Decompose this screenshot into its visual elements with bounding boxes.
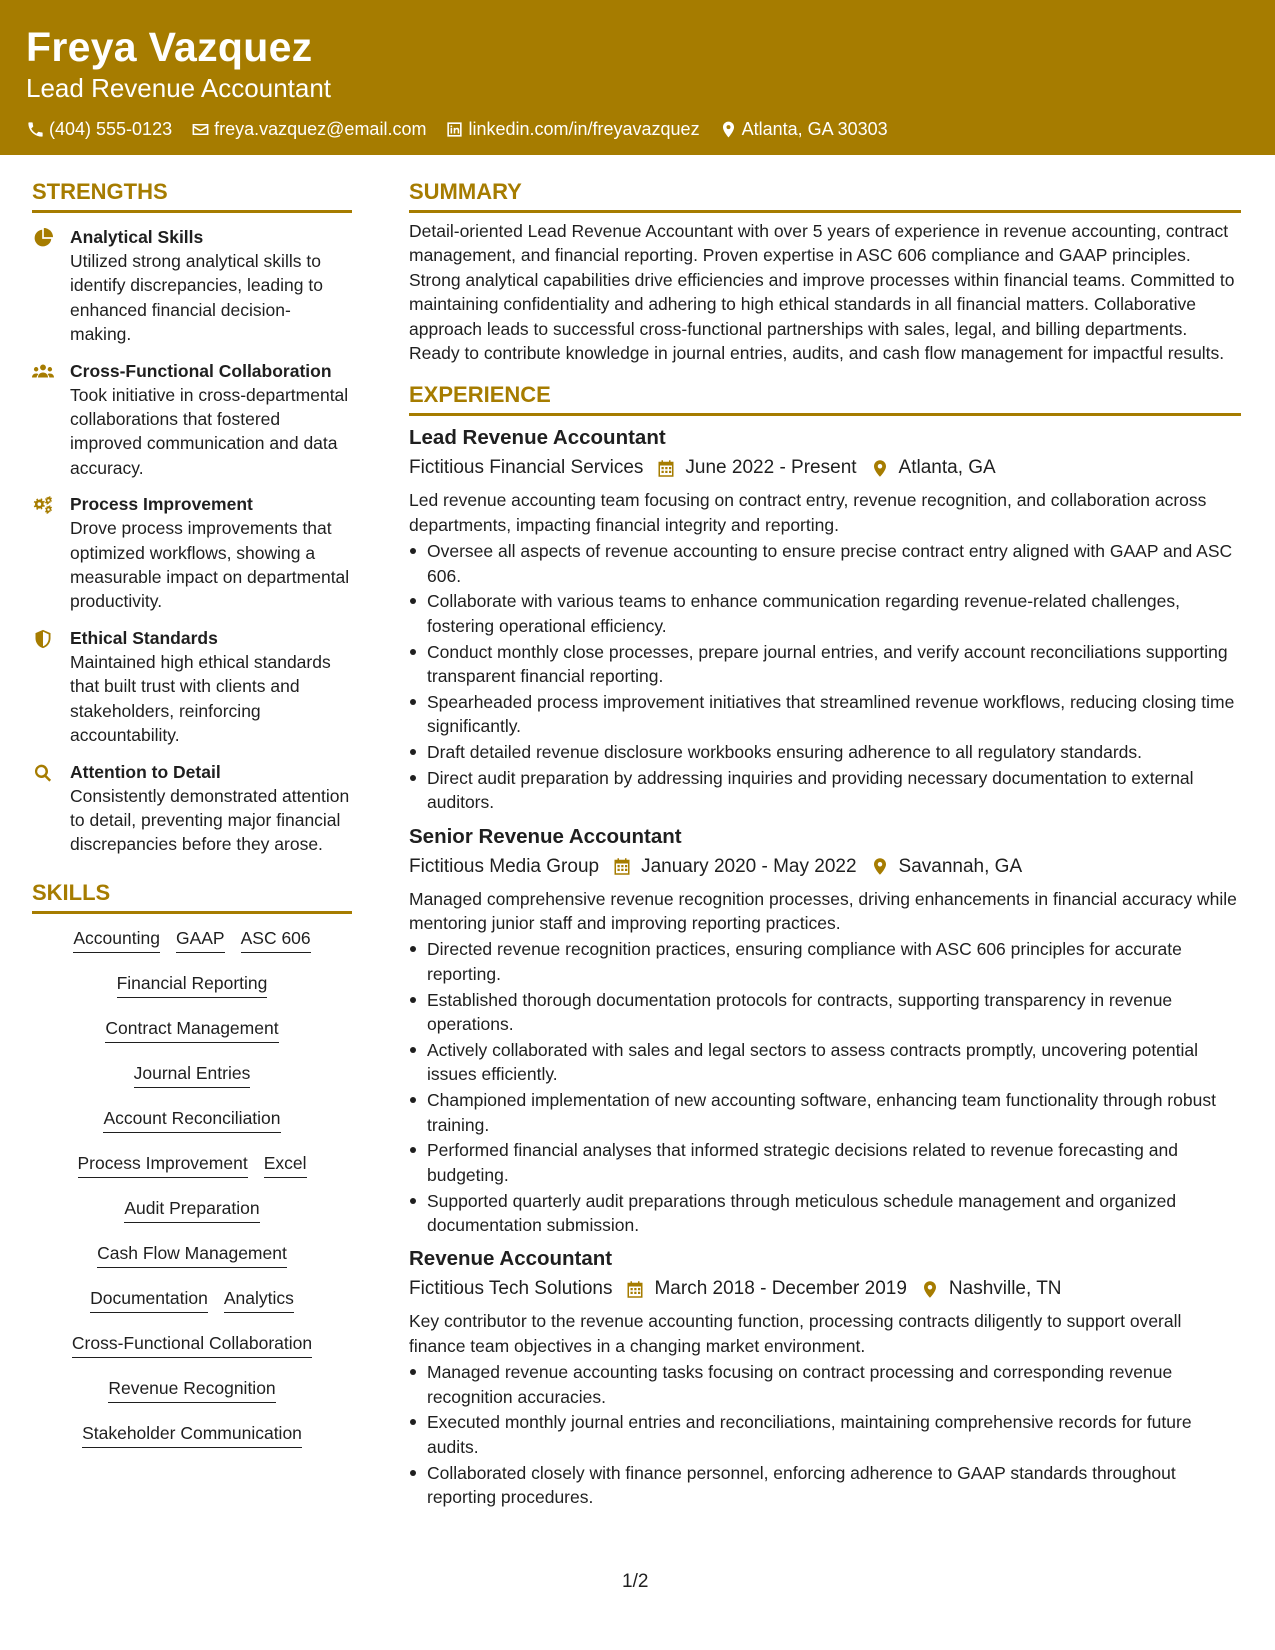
contact-bar: [26, 118, 1249, 140]
job-title: Senior Revenue Accountant: [409, 824, 682, 848]
skill-row: [32, 1016, 352, 1061]
job-description: Key contributor to the revenue accounting function, processing contracts diligently to support overall finance team objectives in a changing market environment.: [409, 1311, 1182, 1356]
skills-list: [32, 926, 352, 1466]
job-location-text: Atlanta, GA: [898, 457, 996, 479]
skill-row: [32, 926, 352, 971]
bullet-item: Oversee all aspects of revenue accounting to ensure precise contract entry aligned with GAAP and ASC 606.: [409, 539, 1241, 588]
calendar-icon: [613, 857, 631, 876]
job-location: [871, 454, 996, 482]
job-dates: [657, 454, 856, 482]
gears-icon: [32, 495, 54, 515]
skill-tag: Accounting: [73, 926, 160, 953]
map-pin-icon: [871, 857, 889, 876]
strength-desc: Utilized strong analytical skills to identify discrepancies, leading to enhanced financial decision-making.: [70, 251, 323, 345]
bullet-item: Collaborate with various teams to enhance communication regarding revenue-related challenges, fostering operational efficiency.: [409, 589, 1241, 638]
bullet-item: Supported quarterly audit preparations through meticulous schedule management and organized documentation submission.: [409, 1189, 1241, 1238]
skill-tag: Audit Preparation: [124, 1196, 259, 1223]
strength-desc: Consistently demonstrated attention to detail, preventing major financial discrepancies before they arose.: [70, 785, 350, 855]
bullet-item: Championed implementation of new accounting software, enhancing team functionality through robust training.: [409, 1088, 1241, 1137]
bullet-item: Conduct monthly close processes, prepare journal entries, and verify account reconciliations supporting transparent financial reporting.: [409, 640, 1241, 689]
skill-row: [32, 1241, 352, 1286]
phone-icon: [26, 120, 45, 139]
summary-heading: SUMMARY: [409, 178, 1241, 213]
bullet-item: Spearheaded process improvement initiatives that streamlined revenue workflows, reducing closing time significantly.: [409, 690, 1241, 739]
skill-row: [32, 1376, 352, 1421]
bullet-item: Directed revenue recognition practices, ensuring compliance with ASC 606 principles for accurate reporting.: [409, 937, 1241, 986]
skill-tag: Process Improvement: [78, 1151, 248, 1178]
job-meta: [409, 853, 1241, 881]
skill-row: [32, 1151, 352, 1196]
job-company: Fictitious Media Group: [409, 855, 600, 877]
calendar-icon: [657, 459, 675, 478]
skill-row: [32, 1421, 352, 1466]
contact-location: [719, 118, 888, 140]
strengths-list: [32, 225, 352, 857]
job-dates-text: March 2018 - December 2019: [654, 1278, 907, 1300]
job-dates-text: January 2020 - May 2022: [641, 855, 857, 877]
job-bullets: [409, 539, 1241, 814]
job-bullets: [409, 937, 1241, 1237]
skill-tag: Account Reconciliation: [103, 1106, 280, 1133]
page-number: 1/2: [622, 1571, 649, 1592]
bullet-item: Managed revenue accounting tasks focusing on contract processing and corresponding revenue recognition accuracies.: [409, 1360, 1241, 1409]
bullet-item: Draft detailed revenue disclosure workbooks ensuring adherence to all regulatory standards.: [409, 740, 1241, 764]
strength-title: Process Improvement: [70, 494, 253, 515]
skill-row: [32, 971, 352, 1016]
linkedin-text: linkedin.com/in/freyavazquez: [468, 119, 700, 139]
skill-tag: Analytics: [224, 1286, 294, 1313]
skill-tag: Contract Management: [105, 1016, 278, 1043]
map-pin-icon: [871, 459, 889, 478]
job-location: [921, 1275, 1062, 1303]
skill-row: [32, 1061, 352, 1106]
job-dates: [613, 853, 856, 881]
job-entry: [409, 1245, 1241, 1509]
strength-title: Analytical Skills: [70, 227, 204, 247]
job-title: Lead Revenue Accountant: [409, 426, 666, 450]
envelope-icon: [191, 120, 210, 139]
skill-tag: Excel: [264, 1151, 307, 1178]
email-text: freya.vazquez@email.com: [214, 119, 427, 139]
skill-tag: Stakeholder Communication: [82, 1421, 302, 1448]
strength-item: [32, 760, 352, 857]
strength-item: [32, 492, 352, 614]
job-meta: [409, 1275, 1241, 1303]
strength-title: Cross-Functional Collaboration: [70, 360, 332, 381]
skill-row: [32, 1106, 352, 1151]
bullet-item: Performed financial analyses that informed strategic decisions related to revenue forecasting and budgeting.: [409, 1138, 1241, 1187]
bullet-item: Executed monthly journal entries and reconciliations, maintaining comprehensive records for future audits.: [409, 1410, 1241, 1459]
bullet-item: Direct audit preparation by addressing inquiries and providing necessary documentation to external auditors.: [409, 766, 1241, 815]
map-pin-icon: [719, 120, 738, 139]
bullet-item: Actively collaborated with sales and legal sectors to assess contracts promptly, uncovering potential issues efficiently.: [409, 1038, 1241, 1087]
skill-row: [32, 1286, 352, 1331]
job-bullets: [409, 1360, 1241, 1509]
skill-tag: Revenue Recognition: [108, 1376, 275, 1403]
map-pin-icon: [921, 1280, 939, 1299]
skill-tag: Cash Flow Management: [97, 1241, 287, 1268]
job-dates: [626, 1275, 906, 1303]
users-icon: [32, 362, 54, 382]
bullet-item: Established thorough documentation protocols for contracts, supporting transparency in revenue operations.: [409, 988, 1241, 1037]
strength-title: Attention to Detail: [70, 761, 221, 782]
location-text: Atlanta, GA 30303: [741, 119, 888, 139]
resume-header: [0, 0, 1275, 155]
job-location: [871, 853, 1023, 881]
candidate-role: Lead Revenue Accountant: [26, 73, 332, 103]
skill-tag: Cross-Functional Collaboration: [72, 1331, 312, 1358]
job-company: Fictitious Tech Solutions: [409, 1278, 613, 1300]
job-entry: [409, 424, 1241, 814]
strength-desc: Maintained high ethical standards that built trust with clients and stakeholders, reinforcing accountability.: [70, 651, 331, 746]
summary-text: Detail-oriented Lead Revenue Accountant with over 5 years of experience in revenue accounting, contract management, and financial reporting. Proven expertise in ASC 606 compliance and GAAP principles. Strong analytical capabilities drive efficiencies and improve processes within financial teams. Committed to maintaining confidentiality and adhering to high ethical standards in all financial matters. Collaborative approach leads to successful cross-functional partnerships with sales, legal, and billing departments. Ready to contribute knowledge in journal entries, audits, and cash flow management for impactful results.: [409, 221, 1235, 364]
skill-tag: ASC 606: [241, 926, 311, 953]
strength-desc: Took initiative in cross-departmental collaborations that fostered improved communication and data accuracy.: [70, 384, 349, 478]
skill-tag: GAAP: [176, 926, 225, 953]
phone-text: (404) 555-0123: [49, 119, 173, 139]
linkedin-icon: [445, 120, 464, 139]
candidate-name: Freya Vazquez: [26, 24, 313, 70]
contact-linkedin[interactable]: [445, 118, 699, 140]
contact-email[interactable]: [191, 118, 426, 140]
calendar-icon: [626, 1280, 644, 1299]
skill-tag: Documentation: [90, 1286, 208, 1313]
skills-heading: SKILLS: [32, 879, 352, 914]
search-icon: [32, 763, 54, 783]
right-column: [409, 178, 1241, 1511]
job-title: Revenue Accountant: [409, 1247, 613, 1271]
job-entry: [409, 823, 1241, 1238]
strengths-heading: STRENGTHS: [32, 178, 352, 213]
job-dates-text: June 2022 - Present: [685, 457, 857, 479]
strength-desc: Drove process improvements that optimized workflows, showing a measurable impact on departmental productivity.: [70, 518, 350, 612]
job-location-text: Nashville, TN: [948, 1278, 1062, 1300]
skill-tag: Financial Reporting: [117, 971, 268, 998]
job-location-text: Savannah, GA: [898, 855, 1023, 877]
skill-row: [32, 1196, 352, 1241]
experience-heading: EXPERIENCE: [409, 381, 1241, 416]
strength-title: Ethical Standards: [70, 627, 218, 648]
strength-item: [32, 626, 352, 748]
bullet-item: Collaborated closely with finance personnel, enforcing adherence to GAAP standards throughout reporting procedures.: [409, 1461, 1241, 1510]
strength-item: [32, 225, 352, 347]
job-company: Fictitious Financial Services: [409, 457, 644, 479]
skill-tag: Journal Entries: [134, 1061, 251, 1088]
contact-phone[interactable]: [26, 118, 172, 140]
pie-chart-icon: [32, 228, 54, 248]
left-column: [32, 178, 352, 1466]
job-description: Led revenue accounting team focusing on contract entry, revenue recognition, and collaboration across departments, impacting financial integrity and reporting.: [409, 490, 1207, 535]
shield-icon: [32, 629, 54, 649]
job-meta: [409, 454, 1241, 482]
strength-item: [32, 359, 352, 481]
job-description: Managed comprehensive revenue recognition processes, driving enhancements in financial accuracy while mentoring junior staff and improving reporting practices.: [409, 888, 1237, 934]
skill-row: [32, 1331, 352, 1376]
